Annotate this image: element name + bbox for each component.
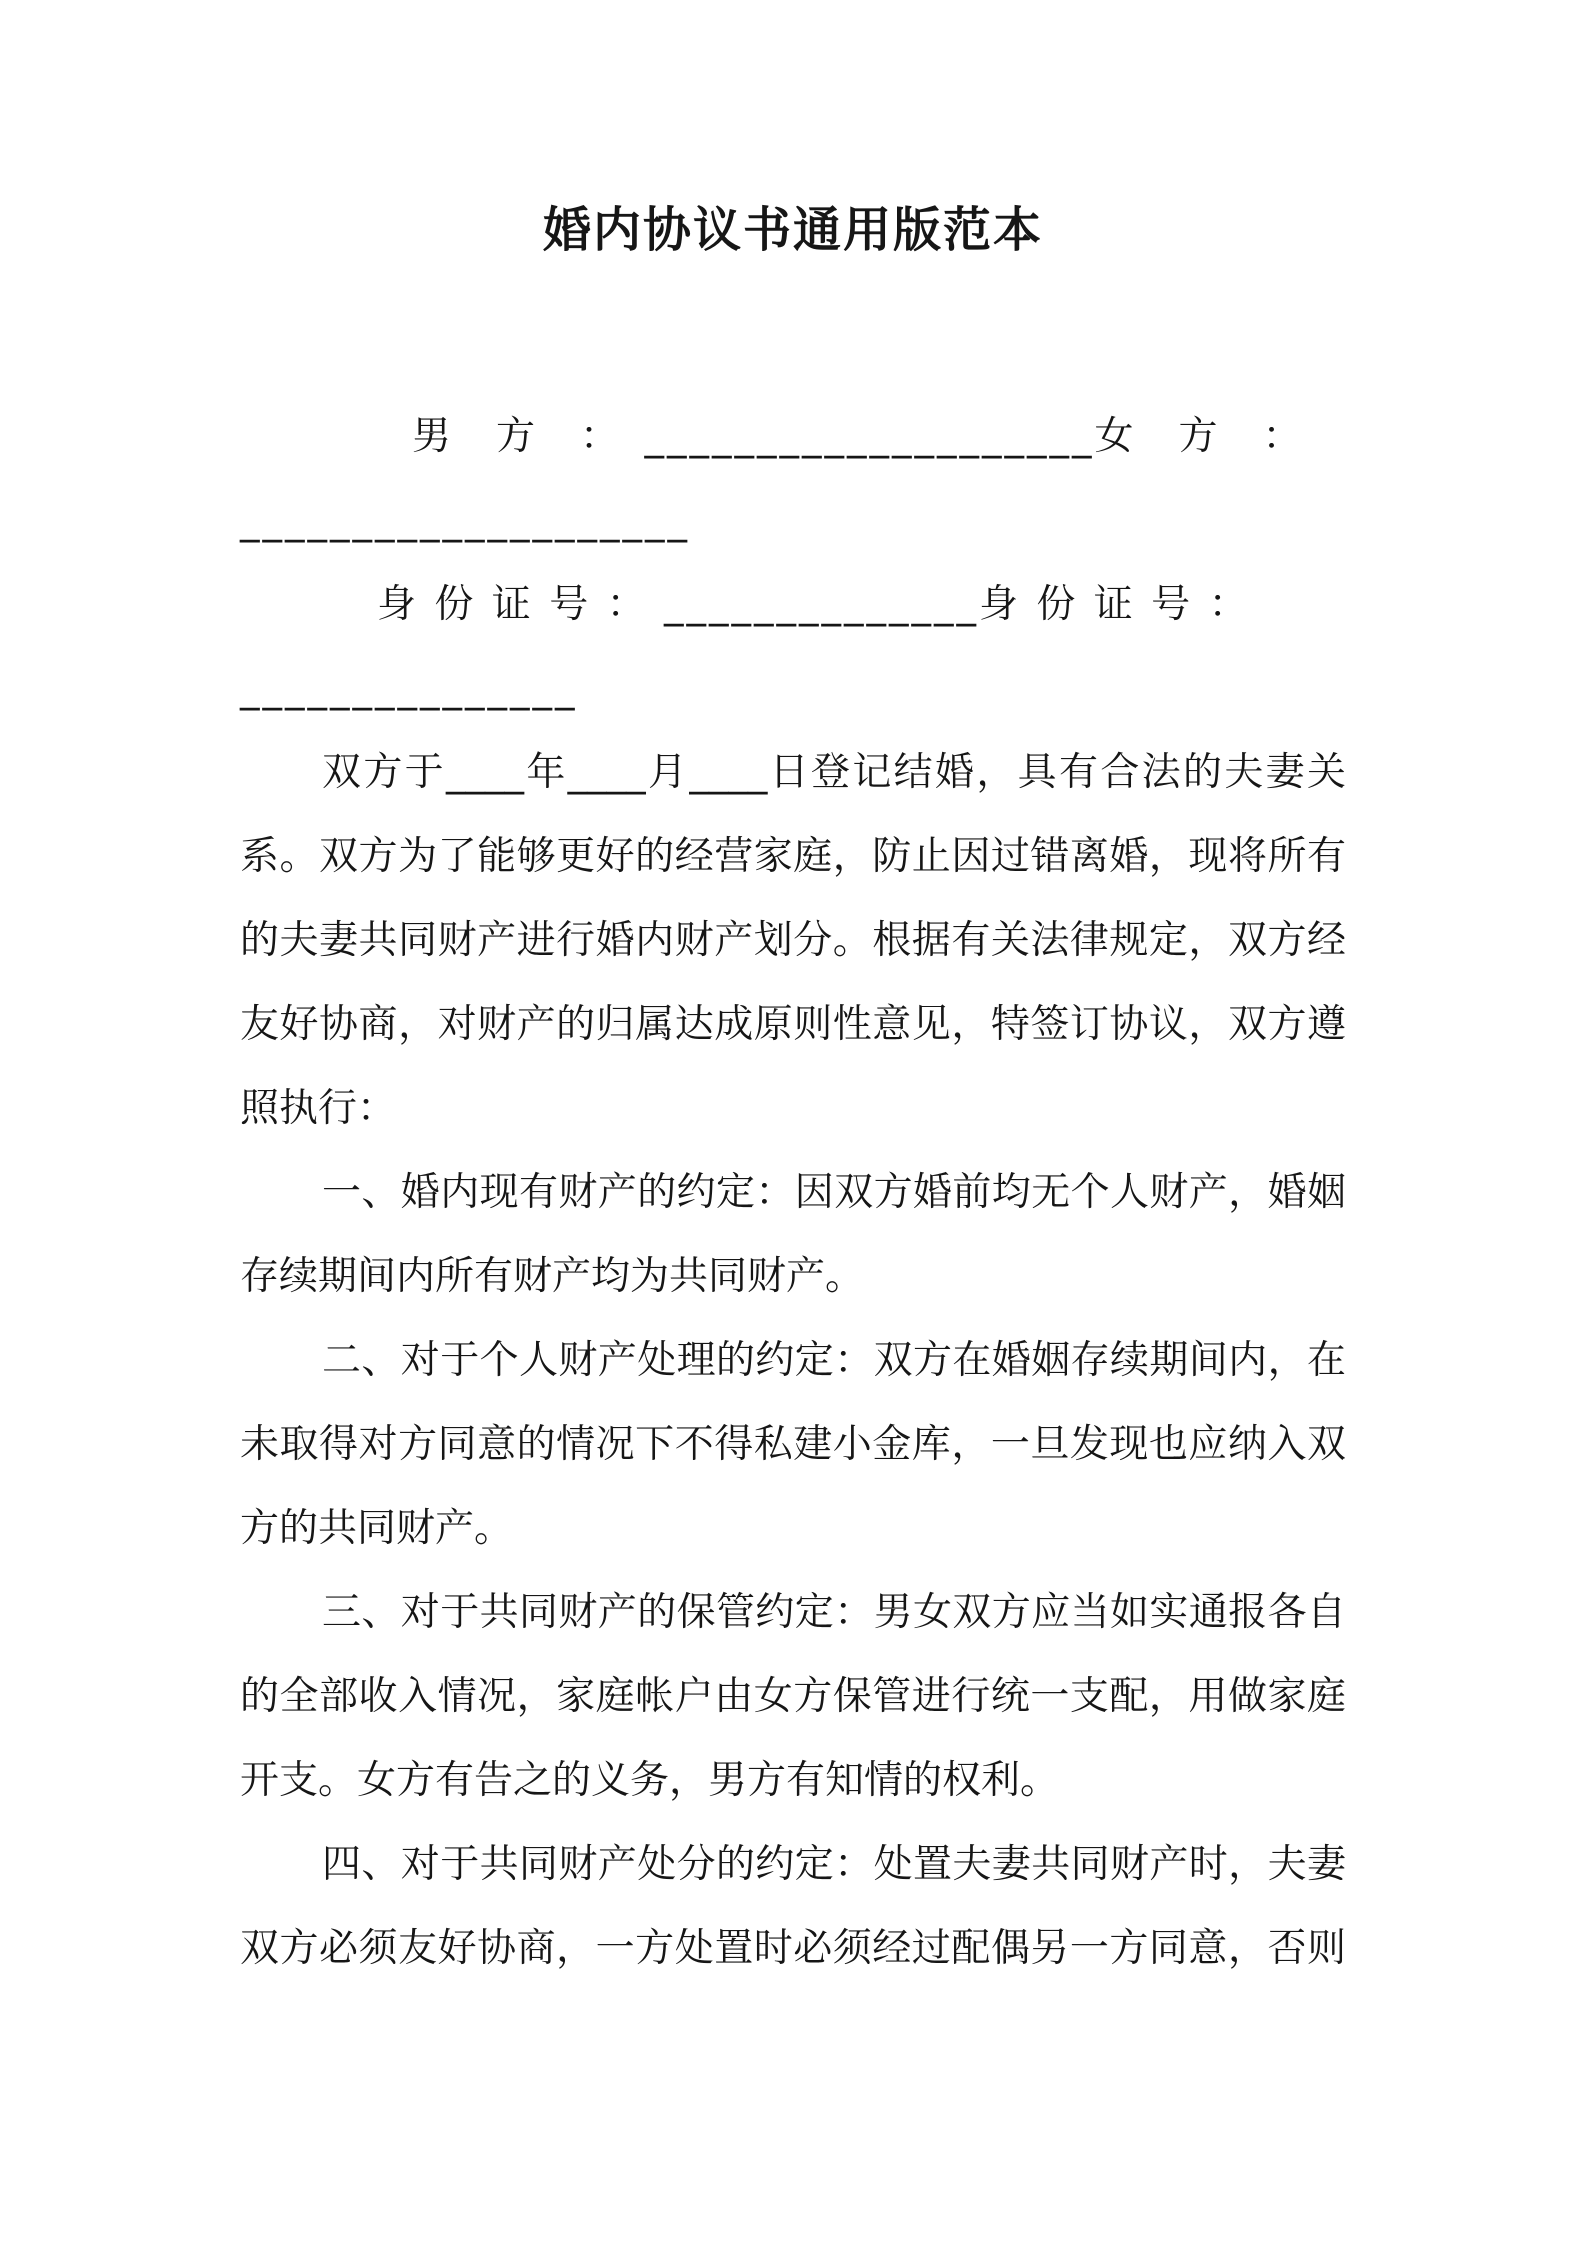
document-title: 婚内协议书通用版范本 [542,202,1043,258]
document-line: 三、对于共同财产的保管约定：男女双方应当如实通报各自 [322,1590,1346,1635]
document-line: 身 份 证 号 ： ______________身 份 证 号 ： [377,582,1251,627]
document-line: _______________ [240,666,578,711]
document-body [240,395,1346,1991]
document-line: 开支。女方有告之的义务，男方有知情的权利。 [240,1758,1060,1803]
document-line: 一、婚内现有财产的约定：因双方婚前均无个人财产，婚姻 [322,1170,1346,1215]
document-line: 二、对于个人财产处理的约定：双方在婚姻存续期间内，在 [322,1338,1346,1383]
document-line: 未取得对方同意的情况下不得私建小金库，一旦发现也应纳入双 [240,1422,1346,1467]
document-line: 四、对于共同财产处分的约定：处置夫妻共同财产时，夫妻 [322,1842,1346,1887]
document-line: 友好协商，对财产的归属达成原则性意见，特签订协议，双方遵 [240,1002,1346,1047]
document-line: 照执行： [240,1086,397,1131]
document-line: 存续期间内所有财产均为共同财产。 [240,1254,865,1299]
document-line: 的全部收入情况，家庭帐户由女方保管进行统一支配，用做家庭 [240,1674,1346,1719]
document-line: 双方于____年____月____日登记结婚，具有合法的夫妻关 [322,750,1346,795]
document-line: ____________________ [240,498,690,543]
document-line: 双方必须友好协商，一方处置时必须经过配偶另一方同意，否则 [240,1926,1346,1971]
document-line: 男 方 ： ____________________女 方 ： [412,414,1305,459]
document-line: 方的共同财产。 [240,1506,514,1551]
document-line: 的夫妻共同财产进行婚内财产划分。根据有关法律规定，双方经 [240,918,1346,963]
document-line: 系。双方为了能够更好的经营家庭，防止因过错离婚，现将所有 [240,834,1346,879]
